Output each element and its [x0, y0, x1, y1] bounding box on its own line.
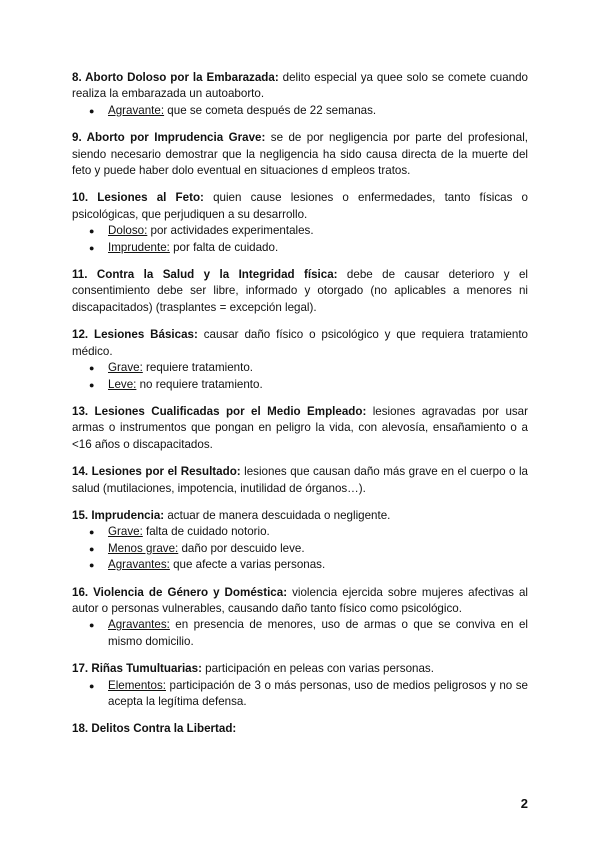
section-17 — [72, 661, 528, 710]
bullet-dot-icon: ● — [89, 620, 95, 631]
bullet-term: Elementos: — [108, 678, 166, 692]
bullet-list — [72, 524, 528, 573]
bullet-list — [72, 360, 528, 393]
section-text: quien cause lesiones o enfermedades, tanto físicas o psicológicas, que perjudiquen a su desarrollo. — [72, 191, 528, 221]
section-paragraph — [72, 508, 528, 524]
section-title: 12. Lesiones Básicas: — [72, 328, 198, 342]
section-text: debe de causar deterioro y el consentimiento debe ser libre, informado y otorgado (no aplicables a menores ni discapacitados) (trasplantes = excepción legal). — [72, 268, 528, 314]
bullet-dot-icon: ● — [89, 560, 95, 571]
section-paragraph — [72, 464, 528, 497]
bullet-item — [72, 617, 528, 650]
section-title: 14. Lesiones por el Resultado: — [72, 465, 241, 479]
section-15 — [72, 508, 528, 574]
section-paragraph — [72, 190, 528, 223]
section-text: lesiones agravadas por usar armas o instrumentos que pongan en peligro la vida, con alevosía, ensañamiento o a <16 años o discapacitados. — [72, 404, 528, 451]
bullet-item — [72, 240, 528, 256]
bullet-item — [72, 541, 528, 557]
section-paragraph — [72, 327, 528, 360]
bullet-dot-icon: ● — [89, 379, 95, 390]
section-8 — [72, 70, 528, 119]
section-text: causar daño físico o psicológico y que requiera tratamiento médico. — [72, 328, 528, 358]
section-text: lesiones que causan daño más grave en el cuerpo o la salud (mutilaciones, impotencia, inutilidad de órganos…). — [72, 465, 529, 495]
bullet-text: daño por descuido leve. — [178, 541, 305, 555]
section-title: 11. Contra la Salud y la Integridad física: — [72, 268, 338, 282]
bullet-text: falta de cuidado notorio. — [142, 525, 270, 539]
bullet-text: que afecte a varias personas. — [169, 558, 326, 572]
bullet-item — [72, 524, 528, 540]
section-title: 16. Violencia de Género y Doméstica: — [72, 585, 288, 599]
section-title: 15. Imprudencia: — [72, 508, 165, 522]
section-10 — [72, 190, 528, 256]
section-paragraph — [72, 721, 528, 737]
bullet-term: Imprudente: — [108, 240, 170, 254]
section-12 — [72, 327, 528, 393]
section-11 — [72, 267, 528, 316]
bullet-text: en presencia de menores, uso de armas o que se conviva en el mismo domicilio. — [108, 618, 528, 648]
bullet-text: por falta de cuidado. — [169, 240, 279, 254]
section-paragraph — [72, 404, 528, 453]
section-14 — [72, 464, 528, 497]
bullet-item — [72, 557, 528, 573]
bullet-item — [72, 103, 528, 119]
bullet-term: Grave: — [108, 525, 143, 539]
bullet-term: Agravantes: — [108, 558, 170, 572]
section-title: 18. Delitos Contra la Libertad: — [72, 722, 237, 736]
bullet-item — [72, 360, 528, 376]
section-paragraph — [72, 585, 528, 618]
section-18 — [72, 721, 528, 737]
bullet-term: Grave: — [108, 361, 143, 375]
section-16 — [72, 585, 528, 651]
bullet-list — [72, 223, 528, 256]
section-title: 8. Aborto Doloso por la Embarazada: — [72, 71, 279, 84]
section-13 — [72, 404, 528, 453]
bullet-item — [72, 223, 528, 239]
bullet-list — [72, 617, 528, 650]
bullet-term: Agravante: — [108, 103, 165, 117]
bullet-term: Menos grave: — [108, 541, 179, 555]
bullet-dot-icon: ● — [89, 242, 95, 253]
bullet-dot-icon: ● — [89, 226, 95, 237]
section-text: se de por negligencia por parte del profesional, siendo necesario demostrar que la negligencia ha sido causa directa de la muerte del feto y puede haber dolo eventual en situaciones d empleos tratos. — [72, 131, 528, 178]
section-paragraph — [72, 70, 528, 103]
section-text: participación en peleas con varias personas. — [201, 662, 434, 676]
document-page — [72, 70, 528, 749]
bullet-dot-icon: ● — [89, 527, 95, 538]
bullet-term: Agravantes: — [108, 618, 170, 632]
section-text: delito especial ya quee solo se comete cuando realiza la embarazada un autoaborto. — [72, 71, 528, 101]
bullet-list — [72, 678, 528, 711]
bullet-text: que se cometa después de 22 semanas. — [164, 103, 377, 117]
bullet-text: no requiere tratamiento. — [136, 377, 263, 391]
bullet-text: participación de 3 o más personas, uso de medios peligrosos y no se acepta la legítima defensa. — [108, 678, 528, 708]
bullet-term: Doloso: — [108, 224, 148, 238]
bullet-dot-icon: ● — [89, 105, 95, 116]
section-title: 9. Aborto por Imprudencia Grave: — [72, 131, 266, 145]
bullet-term: Leve: — [108, 377, 137, 391]
section-9 — [72, 130, 528, 179]
bullet-item — [72, 377, 528, 393]
section-text: violencia ejercida sobre mujeres afectivas al autor o personas vulnerables, causando daño tanto físico como psicológico. — [72, 585, 528, 615]
bullet-text: por actividades experimentales. — [147, 224, 314, 238]
section-title: 10. Lesiones al Feto: — [72, 191, 204, 205]
section-paragraph — [72, 267, 528, 316]
page-number: 2 — [520, 796, 528, 811]
section-title: 13. Lesiones Cualificadas por el Medio Empleado: — [72, 404, 367, 418]
bullet-dot-icon: ● — [89, 543, 95, 554]
section-title: 17. Riñas Tumultuarias: — [72, 662, 202, 676]
bullet-text: requiere tratamiento. — [142, 361, 253, 375]
bullet-dot-icon: ● — [89, 680, 95, 691]
section-paragraph — [72, 130, 528, 179]
section-text: actuar de manera descuidada o negligente. — [164, 508, 391, 522]
bullet-list — [72, 103, 528, 119]
bullet-dot-icon: ● — [89, 363, 95, 374]
bullet-item — [72, 678, 528, 711]
section-paragraph — [72, 661, 528, 677]
